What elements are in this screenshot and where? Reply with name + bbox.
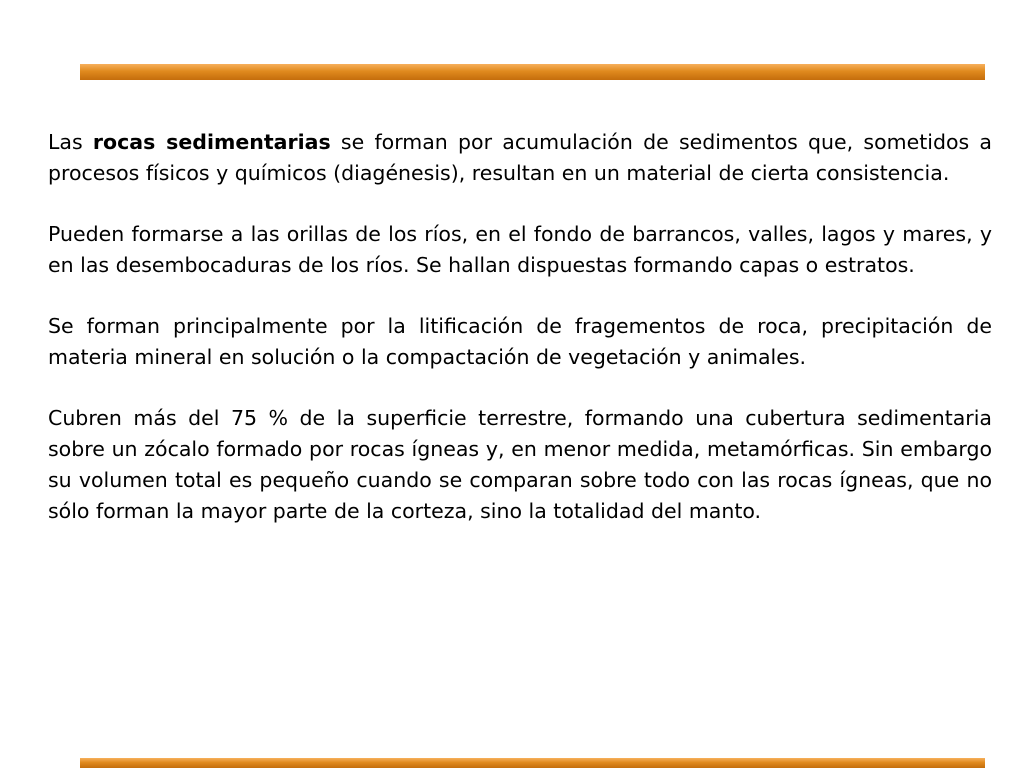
bottom-divider-bar: [80, 758, 985, 768]
paragraph-1: [48, 127, 992, 189]
paragraph-2: Pueden formarse a las orillas de los ríos, en el fondo de barrancos, valles, lagos y mares, y en las desembocaduras de los ríos. Se hallan dispuestas formando capas o estratos.: [48, 222, 992, 277]
paragraph-1-intro: Las: [48, 130, 93, 154]
paragraph-4: Cubren más del 75 % de la superficie terrestre, formando una cubertura sedimentaria sobre un zócalo formado por rocas ígneas y, en menor medida, metamórficas. Sin embargo su volumen total es pequeño cuando se comparan sobre todo con las rocas ígneas, que no sólo forman la mayor parte de la corteza, sino la totalidad del manto.: [48, 406, 992, 523]
paragraph-3: Se forman principalmente por la litificación de fragementos de roca, precipitación de materia mineral en solución o la compactación de vegetación y animales.: [48, 314, 992, 369]
slide-content: [48, 127, 992, 557]
paragraph-1-bold-term: rocas sedimentarias: [92, 130, 331, 154]
top-divider-bar: [80, 64, 985, 80]
paragraph-1-rest: se forman por acumulación de sedimentos que, sometidos a procesos físicos y químicos (diagénesis), resultan en un material de cierta consistencia.: [48, 130, 992, 185]
